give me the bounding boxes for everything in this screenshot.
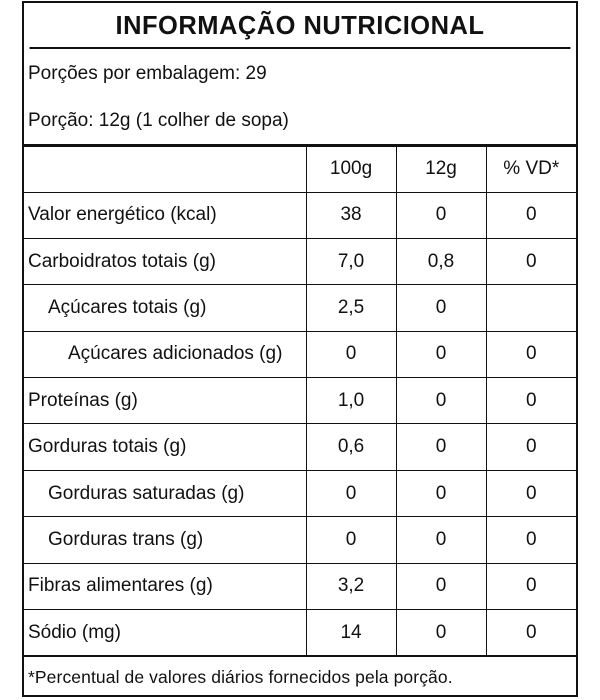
table-row [24, 610, 576, 656]
table-row [24, 424, 576, 470]
nutrient-label: Gorduras trans (g) [24, 517, 306, 563]
value-per-serving: 0,8 [396, 238, 486, 284]
nutrient-label: Gorduras saturadas (g) [24, 470, 306, 516]
value-per-100g: 2,5 [306, 285, 396, 331]
value-per-100g: 1,0 [306, 378, 396, 424]
serving-size: Porção: 12g (1 colher de sopa) [28, 110, 289, 131]
value-daily-percent: 0 [486, 470, 576, 516]
nutrient-label: Sódio (mg) [24, 610, 306, 656]
value-per-100g: 7,0 [306, 238, 396, 284]
table-row [24, 331, 576, 377]
value-per-serving: 0 [396, 192, 486, 238]
value-per-serving: 0 [396, 424, 486, 470]
header-daily-value: % VD* [486, 147, 576, 192]
nutrient-label: Açúcares totais (g) [24, 285, 306, 331]
value-per-serving: 0 [396, 285, 486, 331]
value-per-serving: 0 [396, 563, 486, 609]
value-per-100g: 14 [306, 610, 396, 656]
nutrient-label: Carboidratos totais (g) [24, 238, 306, 284]
value-daily-percent: 0 [486, 424, 576, 470]
value-per-serving: 0 [396, 378, 486, 424]
nutrient-label: Proteínas (g) [24, 378, 306, 424]
table-row [24, 285, 576, 331]
nutrient-label: Açúcares adicionados (g) [24, 331, 306, 377]
table-row [24, 470, 576, 516]
value-per-100g: 0 [306, 470, 396, 516]
value-per-100g: 38 [306, 192, 396, 238]
footnote: *Percentual de valores diários fornecidos pela porção. [28, 667, 453, 687]
table-row [24, 378, 576, 424]
value-daily-percent: 0 [486, 378, 576, 424]
table-row [24, 563, 576, 609]
value-daily-percent: 0 [486, 192, 576, 238]
value-per-serving: 0 [396, 517, 486, 563]
nutrition-rows [24, 192, 576, 656]
value-per-100g: 0 [306, 331, 396, 377]
nutrition-facts-label [22, 1, 578, 697]
table-row [24, 238, 576, 284]
value-per-serving: 0 [396, 331, 486, 377]
nutrition-table [24, 147, 576, 657]
servings-per-package: Porções por embalagem: 29 [28, 63, 267, 84]
table-header-row [24, 147, 576, 192]
value-daily-percent: 0 [486, 563, 576, 609]
header-per-serving: 12g [396, 147, 486, 192]
header-per-100g: 100g [306, 147, 396, 192]
nutrient-label: Gorduras totais (g) [24, 424, 306, 470]
label-title: INFORMAÇÃO NUTRICIONAL [30, 3, 571, 49]
value-per-serving: 0 [396, 610, 486, 656]
value-daily-percent: 0 [486, 610, 576, 656]
value-daily-percent: 0 [486, 238, 576, 284]
value-daily-percent: 0 [486, 517, 576, 563]
header-nutrient [24, 147, 306, 192]
nutrient-label: Fibras alimentares (g) [24, 563, 306, 609]
value-per-100g: 0,6 [306, 424, 396, 470]
table-row [24, 192, 576, 238]
nutrient-label: Valor energético (kcal) [24, 192, 306, 238]
value-per-serving: 0 [396, 470, 486, 516]
value-per-100g: 3,2 [306, 563, 396, 609]
serving-info [24, 47, 576, 147]
value-per-100g: 0 [306, 517, 396, 563]
table-row [24, 517, 576, 563]
value-daily-percent: 0 [486, 331, 576, 377]
value-daily-percent [486, 285, 576, 331]
